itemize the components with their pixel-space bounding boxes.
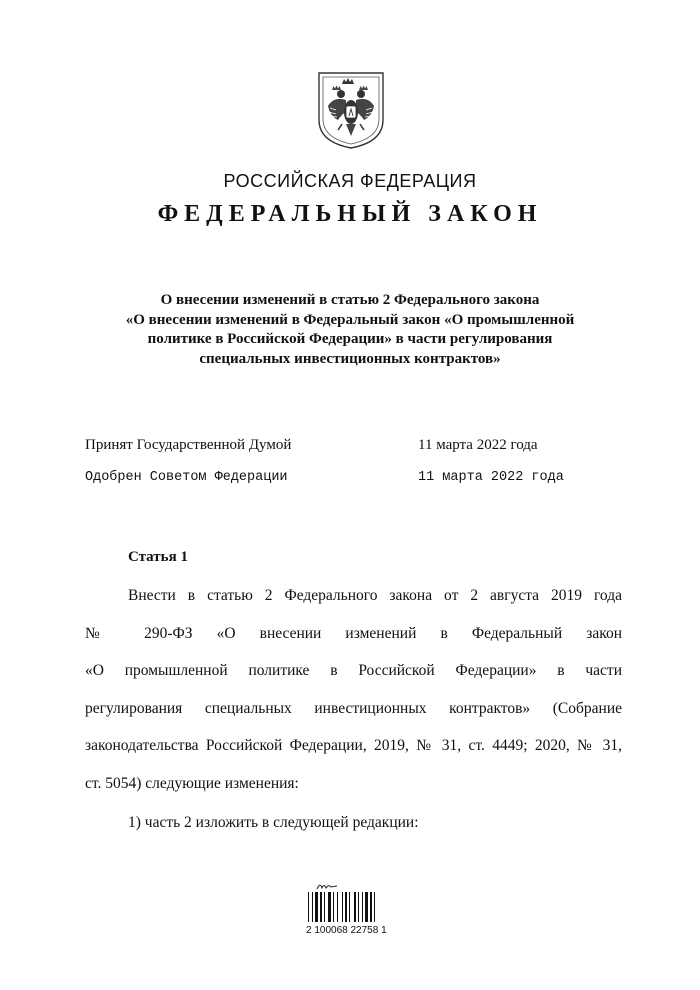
barcode-bar bbox=[365, 892, 368, 922]
article-text-line: ст. 5054) следующие изменения: bbox=[85, 775, 299, 792]
adoption-council-label: Одобрен Советом Федерации bbox=[85, 470, 288, 485]
coat-of-arms-icon bbox=[316, 70, 386, 150]
article-text-line: № 290-ФЗ «О внесении изменений в Федеральный закон bbox=[85, 625, 622, 642]
law-title-line: политике в Российской Федерации» в части регулирования bbox=[147, 331, 553, 347]
law-title bbox=[90, 291, 610, 369]
article-text-line: Внести в статью 2 Федерального закона от 2 августа 2019 года bbox=[128, 587, 622, 604]
barcode-bar bbox=[315, 892, 318, 922]
barcode-bar bbox=[374, 892, 375, 922]
adoption-council-date: 11 марта 2022 года bbox=[418, 470, 564, 485]
article-text-line: законодательства Российской Федерации, 2019, № 31, ст. 4449; 2020, № 31, bbox=[85, 737, 622, 754]
barcode-icon bbox=[306, 892, 406, 922]
barcode-bar bbox=[342, 892, 343, 922]
barcode-bar bbox=[370, 892, 372, 922]
article-text-line: «О промышленной политике в Российской Федерации» в части bbox=[85, 662, 622, 679]
barcode-bar bbox=[358, 892, 359, 922]
barcode-bar bbox=[362, 892, 363, 922]
barcode-bar bbox=[328, 892, 331, 922]
law-title-line: О внесении изменений в статью 2 Федерального закона bbox=[160, 292, 540, 308]
barcode-bar bbox=[345, 892, 347, 922]
law-title-line: «О внесении изменений в Федеральный закон «О промышленной bbox=[125, 311, 575, 328]
barcode-bar bbox=[337, 892, 338, 922]
barcode-bar bbox=[349, 892, 350, 922]
article-heading: Статья 1 bbox=[128, 549, 188, 565]
country-name: РОССИЙСКАЯ ФЕДЕРАЦИЯ bbox=[223, 171, 477, 191]
article-text-line: регулирования специальных инвестиционных контрактов» (Собрание bbox=[85, 700, 622, 717]
adoption-duma-date: 11 марта 2022 года bbox=[418, 437, 538, 453]
barcode-bar bbox=[333, 892, 334, 922]
barcode-number: 2 100068 22758 1 bbox=[306, 925, 387, 936]
barcode-bar bbox=[354, 892, 356, 922]
law-type-heading: ФЕДЕРАЛЬНЫЙ ЗАКОН bbox=[157, 201, 543, 227]
adoption-duma-label: Принят Государственной Думой bbox=[85, 437, 292, 453]
article-item-1: 1) часть 2 изложить в следующей редакции: bbox=[128, 814, 419, 831]
barcode-bar bbox=[308, 892, 309, 922]
signature-icon bbox=[316, 880, 338, 892]
law-title-line: специальных инвестиционных контрактов» bbox=[199, 350, 501, 367]
barcode-bar bbox=[312, 892, 313, 922]
barcode-bar bbox=[320, 892, 322, 922]
barcode-bar bbox=[324, 892, 325, 922]
